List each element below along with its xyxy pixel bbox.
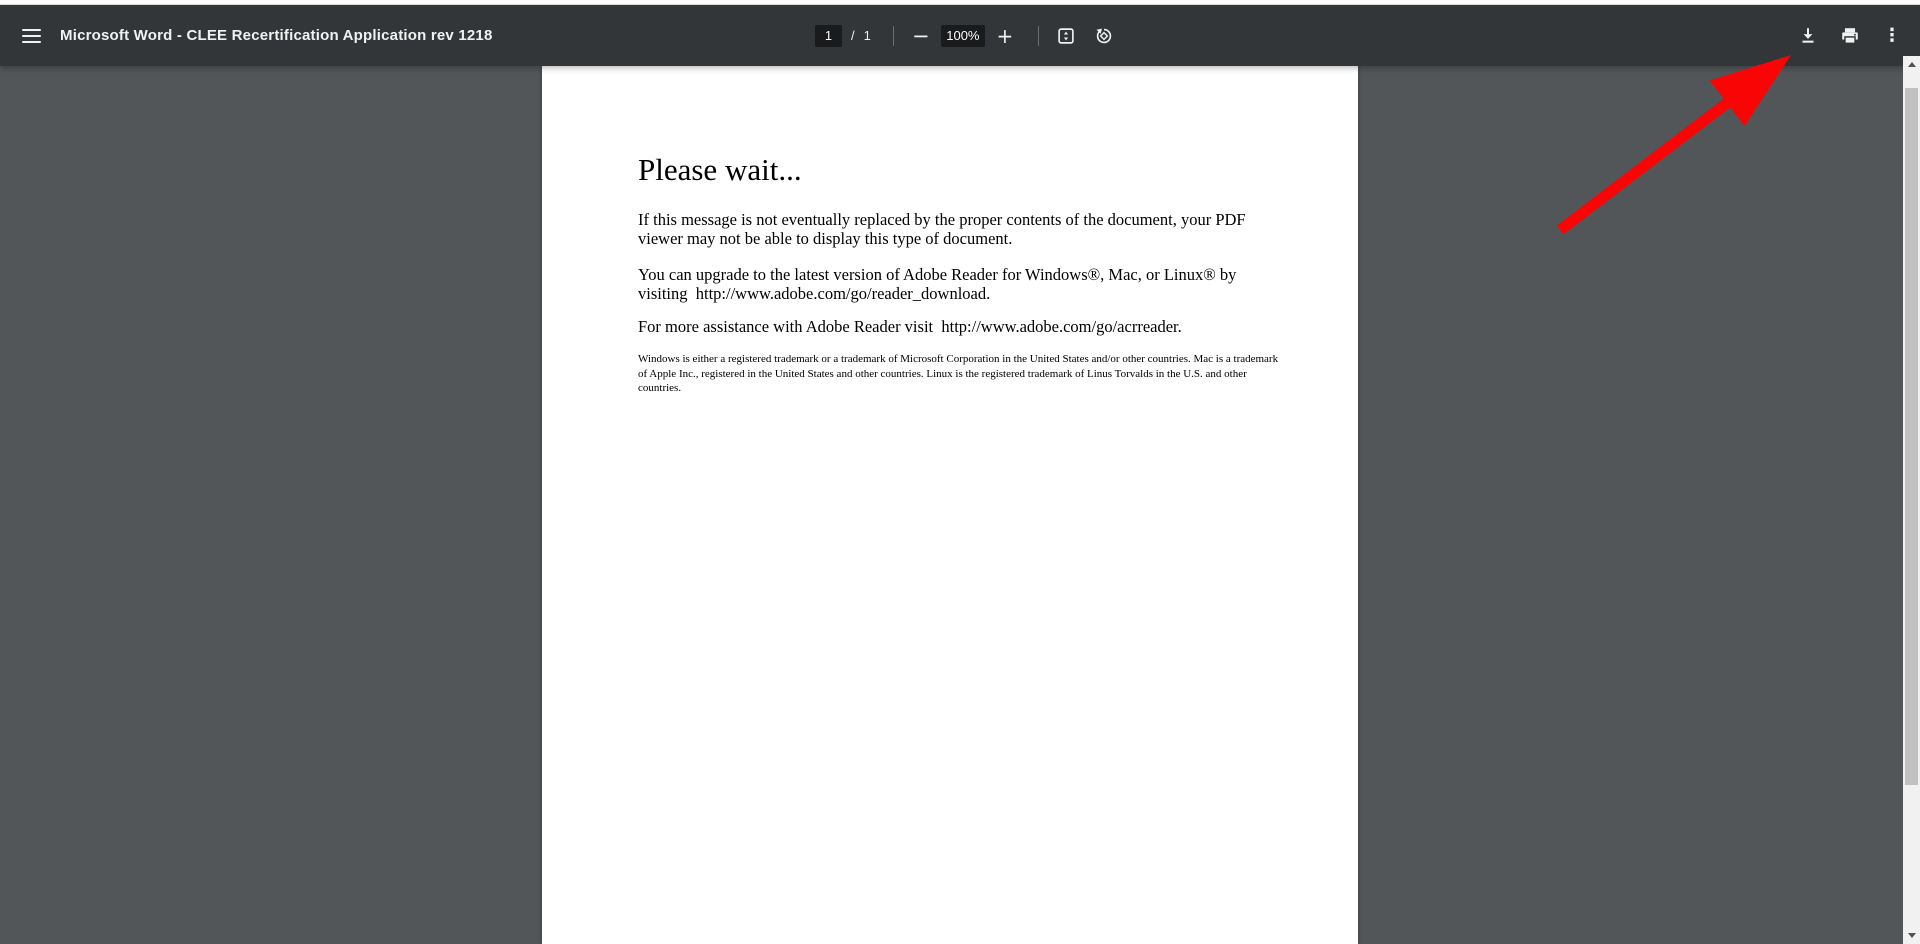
zoom-level-input[interactable] <box>941 25 985 47</box>
toolbar-actions <box>1796 5 1904 66</box>
paragraph: For more assistance with Adobe Reader visit http://www.adobe.com/go/acrreader. <box>638 317 1182 336</box>
pdf-page-content <box>638 151 1288 396</box>
please-wait-heading: Please wait... <box>638 152 802 187</box>
toolbar-divider <box>893 26 894 46</box>
trademark-fine-print: Windows is either a registered trademark or a trademark of Microsoft Corporation in the United States and/or other countries. Mac is a trademark of Apple Inc., registered in the United States and other countries. Linux is the registered trademark of Linus Torvalds in the U.S. and other countries. <box>638 353 1279 394</box>
page-separator: / <box>851 28 855 43</box>
pdf-toolbar <box>0 5 1920 66</box>
zoom-out-button[interactable] <box>910 25 932 47</box>
minus-icon: − <box>912 23 930 48</box>
print-icon <box>1839 25 1861 47</box>
scroll-down-arrow-icon <box>1908 933 1916 938</box>
scroll-up-arrow-icon <box>1908 62 1916 67</box>
paragraph: You can upgrade to the latest version of Adobe Reader for Windows®, Mac, or Linux® by visiting http://www.adobe.com/go/reader_download. <box>638 265 1237 303</box>
scrollbar-thumb[interactable] <box>1905 88 1918 785</box>
more-options-button[interactable] <box>1880 24 1904 48</box>
rotate-button[interactable] <box>1092 24 1116 48</box>
scroll-down-button[interactable] <box>1903 927 1920 944</box>
download-button[interactable] <box>1796 24 1820 48</box>
toolbar-divider <box>1038 26 1039 46</box>
menu-button[interactable] <box>12 17 50 55</box>
download-icon <box>1797 25 1819 47</box>
vertical-scrollbar[interactable] <box>1903 56 1920 944</box>
page-total: 1 <box>863 28 871 43</box>
zoom-in-button[interactable] <box>994 25 1016 47</box>
pdf-page[interactable] <box>542 66 1358 944</box>
browser-chrome-edge <box>0 0 1920 5</box>
page-zoom-controls <box>815 5 1116 66</box>
scroll-up-button[interactable] <box>1903 56 1920 73</box>
three-dots-icon: ⋮ <box>1883 25 1901 46</box>
print-button[interactable] <box>1838 24 1862 48</box>
fit-to-page-button[interactable] <box>1054 24 1078 48</box>
fit-to-page-icon <box>1055 25 1077 47</box>
page-number-input[interactable] <box>815 25 842 47</box>
rotate-icon <box>1093 25 1115 47</box>
paragraph: If this message is not eventually replaced by the proper contents of the document, your PDF viewer may not be able to display this type of document. <box>638 210 1246 248</box>
plus-icon: + <box>996 23 1014 48</box>
hamburger-icon <box>22 29 41 31</box>
document-title: Microsoft Word - CLEE Recertification Application rev 1218 <box>60 27 493 44</box>
